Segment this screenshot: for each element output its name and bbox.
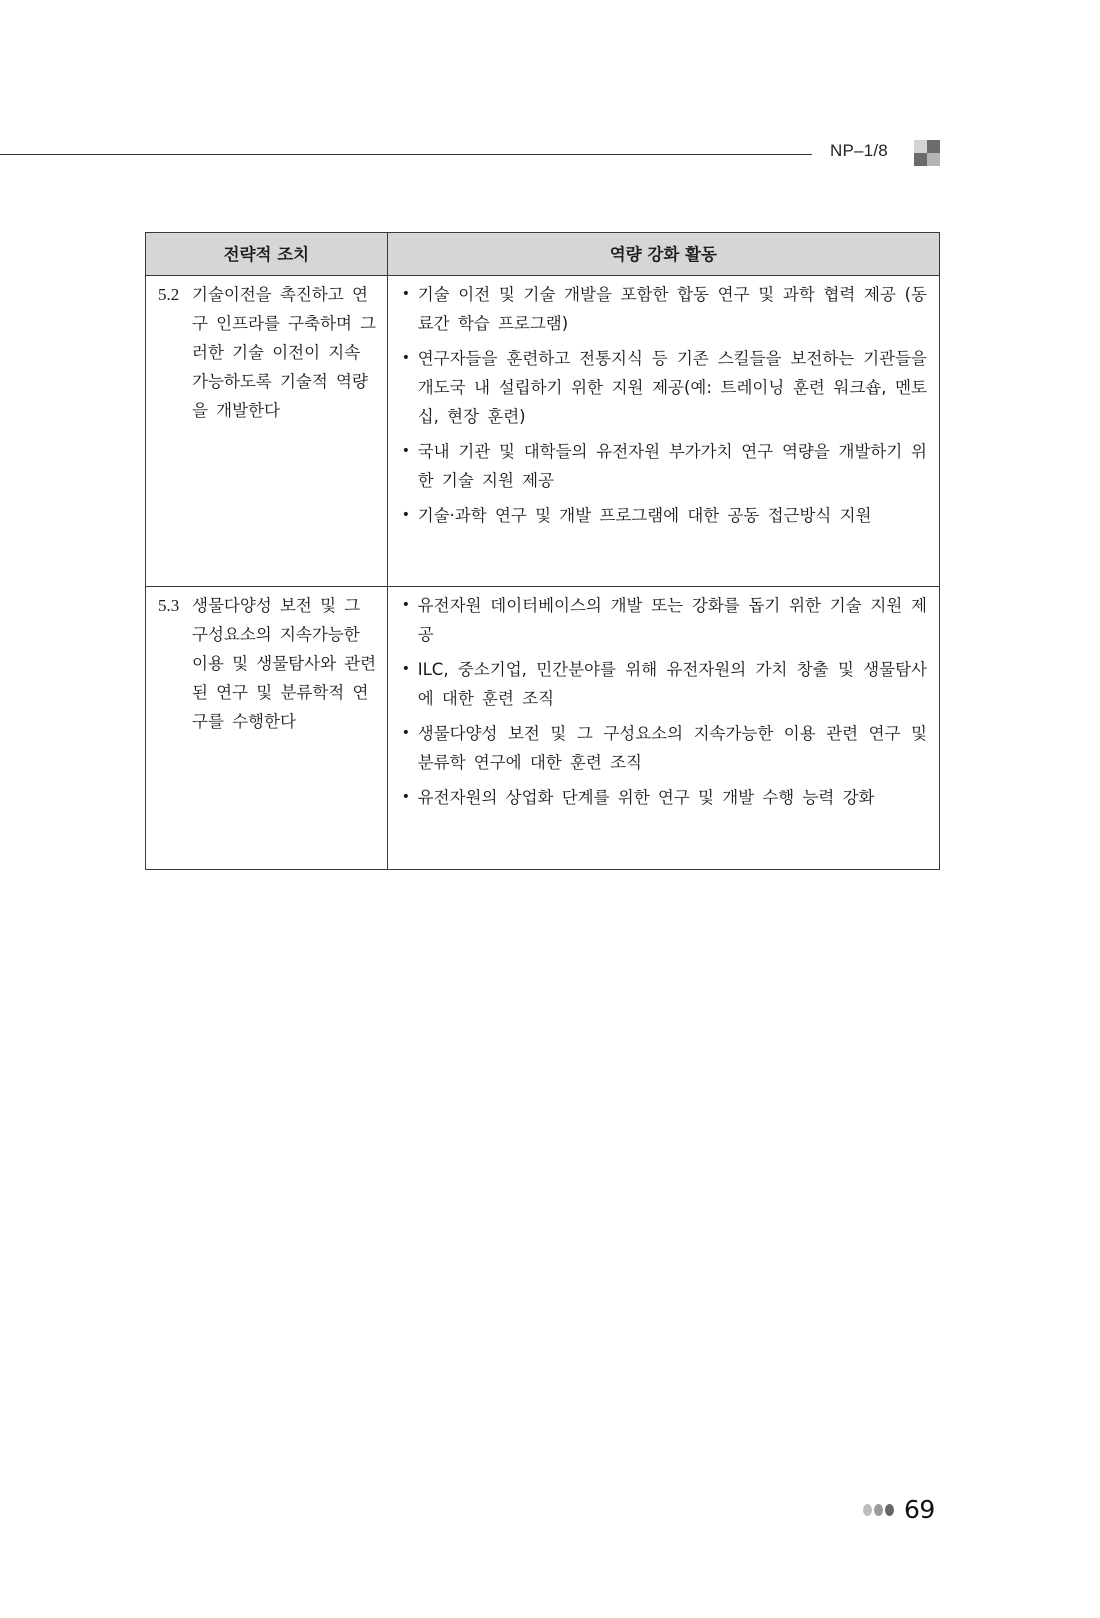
bullet-icon: • xyxy=(401,350,410,366)
column-header-capacity-activities: 역량 강화 활동 xyxy=(387,233,939,276)
measure-number: 5.2 xyxy=(158,285,180,304)
page-number: 69 xyxy=(904,1495,935,1524)
bullet-icon: • xyxy=(401,789,410,805)
table-row xyxy=(146,276,940,587)
capacity-building-table xyxy=(145,232,940,870)
measure-text: 생물다양성 보전 및 그 구성요소의 지속가능한 이용 및 생물탐사와 관련된 연구 및 분류학적 연구를 수행한다 xyxy=(192,596,377,731)
list-item: • 유전자원의 상업화 단계를 위한 연구 및 개발 수행 능력 강화 xyxy=(402,783,927,812)
list-item: • 국내 기관 및 대학들의 유전자원 부가가치 연구 역량을 개발하기 위한 기술 지원 제공 xyxy=(402,437,927,495)
list-item: • 연구자들을 훈련하고 전통지식 등 기존 스킬들을 보전하는 기관들을 개도국 내 설립하기 위한 지원 제공(예: 트레이닝 훈련 워크숍, 멘토십, 현장 훈련) xyxy=(402,344,927,431)
page-footer xyxy=(863,1495,935,1524)
bullet-icon: • xyxy=(401,661,410,677)
column-header-strategic-measure: 전략적 조치 xyxy=(146,233,388,276)
list-item: • 기술·과학 연구 및 개발 프로그램에 대한 공동 접근방식 지원 xyxy=(402,501,927,530)
bullet-icon: • xyxy=(401,597,410,613)
bullet-icon: • xyxy=(401,286,410,302)
bullet-icon: • xyxy=(401,443,410,459)
bullet-icon: • xyxy=(401,725,410,741)
dot-icon xyxy=(863,1504,872,1516)
header-rule xyxy=(0,154,812,155)
activity-list xyxy=(402,280,927,530)
list-item: • 기술 이전 및 기술 개발을 포함한 합동 연구 및 과학 협력 제공 (동료간 학습 프로그램) xyxy=(402,280,927,338)
document-code: NP–1/8 xyxy=(830,141,888,160)
strategic-measure-cell xyxy=(146,276,388,587)
table-row xyxy=(146,587,940,870)
dot-icon xyxy=(874,1504,883,1516)
list-item: • 유전자원 데이터베이스의 개발 또는 강화를 돕기 위한 기술 지원 제공 xyxy=(402,591,927,649)
activity-list xyxy=(402,591,927,812)
activities-cell xyxy=(387,587,939,870)
bullet-icon: • xyxy=(401,507,410,523)
measure-text: 기술이전을 촉진하고 연구 인프라를 구축하며 그러한 기술 이전이 지속 가능하도록 기술적 역량을 개발한다 xyxy=(192,285,377,420)
checker-squares-icon xyxy=(914,140,940,166)
strategic-measure-cell xyxy=(146,587,388,870)
list-item: • ILC, 중소기업, 민간분야를 위해 유전자원의 가치 창출 및 생물탐사에 대한 훈련 조직 xyxy=(402,655,927,713)
measure-number: 5.3 xyxy=(158,596,180,615)
activities-cell xyxy=(387,276,939,587)
dot-icon xyxy=(885,1504,894,1516)
list-item: • 생물다양성 보전 및 그 구성요소의 지속가능한 이용 관련 연구 및 분류학 연구에 대한 훈련 조직 xyxy=(402,719,927,777)
table-header-row xyxy=(146,233,940,276)
